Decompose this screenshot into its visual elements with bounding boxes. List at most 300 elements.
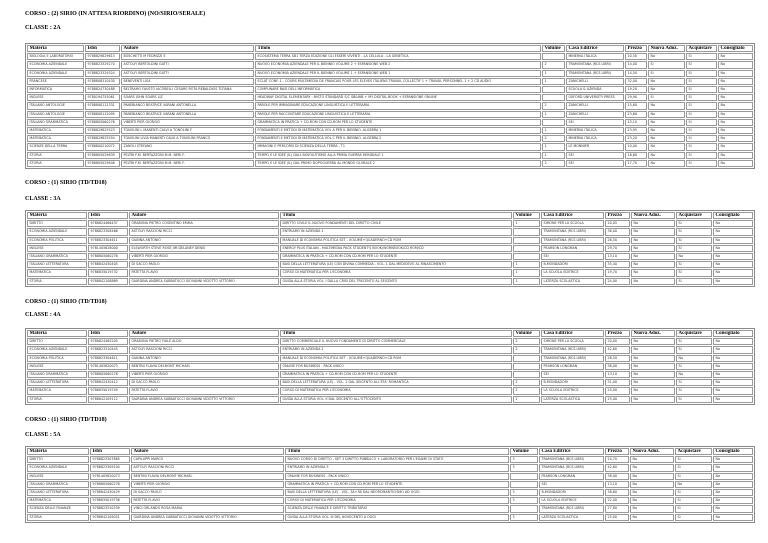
cell-acquistare: Si bbox=[676, 228, 712, 235]
cell-consigliato: No bbox=[713, 261, 753, 268]
corso-heading: CORSO : (1) SIRIO (TD/TD18) bbox=[25, 299, 107, 305]
cell-consigliato: No bbox=[718, 61, 753, 68]
cell-autore: ORABONA PIETRO FIALE ALDO bbox=[129, 338, 279, 345]
column-header-nuova-adoz: Nuova Adoz. bbox=[630, 448, 674, 455]
cell-nuova-adoz: No bbox=[648, 53, 685, 60]
cell-prezzo: 23,95 bbox=[625, 127, 647, 134]
cell-materia: ECONOMIA AZIENDALE bbox=[27, 464, 89, 471]
cell-isbn: 9788823307865 bbox=[90, 456, 130, 463]
cell-materia: ITALIANO LETTERATURA bbox=[27, 489, 89, 496]
cell-prezzo: 13,10 bbox=[605, 253, 630, 260]
cell-acquistare: Si bbox=[686, 70, 717, 77]
column-header-autore: Autore bbox=[129, 212, 279, 219]
cell-consigliato: No bbox=[718, 119, 753, 126]
cell-consigliato: No bbox=[713, 456, 753, 463]
cell-acquistare: Si bbox=[686, 94, 717, 101]
cell-isbn: 9788805029839 bbox=[85, 152, 120, 159]
cell-autore: DI SACCO PAOLO bbox=[129, 261, 279, 268]
cell-isbn: 9788805060276 bbox=[88, 253, 128, 260]
cell-autore: ASTOLFI RASCIONI RICCI bbox=[129, 346, 279, 353]
cell-materia: INFORMATICA bbox=[27, 86, 84, 93]
cell-titolo: GRAMMATICA IN PRATICA + CD-ROM CON CD-ROM PER LO STUDENTE bbox=[280, 371, 512, 378]
cell-casa-editrice: PEARSON LONGMAN bbox=[541, 363, 604, 370]
column-header-prezzo: Prezzo bbox=[625, 45, 647, 52]
cell-titolo: ONLINE FOR BUSINESS - PACK UNICO bbox=[285, 473, 509, 480]
cell-acquistare: Si bbox=[686, 53, 717, 60]
cell-volume: 3 bbox=[510, 514, 538, 521]
cell-materia: ITALIANO GRAMMATICA bbox=[27, 481, 89, 488]
cell-acquistare: Si bbox=[686, 152, 717, 159]
column-header-materia: Materia bbox=[27, 45, 84, 52]
table-row bbox=[27, 363, 753, 370]
cell-isbn: 9788805060276 bbox=[88, 371, 128, 378]
cell-materia: ECONOMIA AZIENDALE bbox=[27, 70, 84, 77]
cell-isbn: 9788835019749 bbox=[88, 387, 128, 394]
classe-heading: CLASSE : 5A bbox=[25, 432, 61, 438]
table-row bbox=[27, 253, 753, 260]
cell-materia: STORIA bbox=[27, 396, 87, 403]
cell-casa-editrice: TRAMONTANA (RCS LIBRI) bbox=[541, 237, 604, 244]
cell-nuova-adoz: No bbox=[648, 119, 685, 126]
cell-casa-editrice: LA SCUOLA EDITRICE bbox=[541, 387, 604, 394]
cell-materia: ITALIANO GRAMMATICA bbox=[27, 119, 84, 126]
cell-titolo: HEADWAY DIGITAL ELEMENTARY : MISTO STANDARD S/C SB&WB + MY DIGITAL BOOK + ESPANSIONE ONLINE bbox=[255, 94, 541, 101]
cell-titolo: MANUALE DI ECONOMIA POLITICA SET - VOLUME+QUADERNO+CD ROM bbox=[280, 355, 512, 362]
column-header-materia: Materia bbox=[27, 212, 87, 219]
cell-consigliato: No bbox=[713, 387, 753, 394]
cell-acquistare: Si bbox=[675, 489, 712, 496]
column-header-isbn: Isbn bbox=[88, 330, 128, 337]
cell-casa-editrice: TRAMONTANA (RCS LIBRI) bbox=[541, 355, 604, 362]
cell-autore: PELTRI F.M. BERTAZZONI M.M. NERI F. bbox=[121, 160, 254, 167]
cell-prezzo: 31,00 bbox=[605, 379, 630, 386]
cell-prezzo: 19,70 bbox=[605, 269, 630, 276]
cell-nuova-adoz: No bbox=[630, 514, 674, 521]
cell-titolo: BASI DELLA LETTERATURA (LE) - VOL. 3A+3B DAL NEOROMANTICISMO AD OGGI bbox=[285, 489, 509, 496]
cell-prezzo: 23,20 bbox=[625, 135, 647, 142]
cell-materia: FRANCESE bbox=[27, 78, 84, 85]
cell-isbn: 9788842108869 bbox=[88, 278, 128, 285]
cell-nuova-adoz: No bbox=[630, 481, 674, 488]
cell-isbn: 9788824466437 bbox=[88, 220, 128, 227]
cell-isbn: 9788805029846 bbox=[85, 160, 120, 167]
cell-isbn: 9788842430412 bbox=[88, 379, 128, 386]
cell-isbn: 9788824465205 bbox=[88, 338, 128, 345]
cell-prezzo: 26,50 bbox=[605, 237, 630, 244]
column-header-volume: Volume bbox=[510, 448, 538, 455]
cell-autore: GIANNA ANTONIO bbox=[129, 355, 279, 362]
cell-autore: ASTOLFI BERTOLDINI GATTI bbox=[121, 61, 254, 68]
column-header-prezzo: Prezzo bbox=[605, 330, 630, 337]
cell-nuova-adoz: No bbox=[631, 346, 675, 353]
column-header-titolo: Titolo bbox=[285, 448, 509, 455]
cell-volume: 1 bbox=[513, 278, 540, 285]
cell-acquistare: Si bbox=[686, 143, 717, 150]
cell-nuova-adoz: Si bbox=[648, 94, 685, 101]
cell-autore: BENTINI FLAVIA DELMONT MICHAEL bbox=[129, 363, 279, 370]
cell-titolo: NUOVO ECONOMIA AZIENDALE PER IL BIENNIO VOLUME 2 + ESPANSIONE WEB 2 bbox=[255, 61, 541, 68]
cell-prezzo: 23,60 bbox=[625, 111, 647, 118]
cell-casa-editrice: TRAMONTANA (RCS LIBRI) bbox=[541, 228, 604, 235]
cell-autore: BOSCHETTI M FEDRIZZI E bbox=[121, 53, 254, 60]
table-row bbox=[27, 456, 753, 463]
column-header-titolo: Titolo bbox=[280, 212, 512, 219]
cell-consigliato: No bbox=[713, 338, 753, 345]
cell-volume: 2 bbox=[513, 379, 540, 386]
table-row bbox=[27, 346, 753, 353]
table-row bbox=[27, 269, 753, 276]
column-header-acquistare: Acquistare bbox=[686, 45, 717, 52]
cell-acquistare: Si bbox=[686, 102, 717, 109]
classe-heading: CLASSE : 4A bbox=[25, 312, 61, 318]
cell-materia: ECONOMIA AZIENDALE bbox=[27, 228, 87, 235]
cell-casa-editrice: TRAMONTANA (RCS LIBRI) bbox=[566, 70, 624, 77]
table-row bbox=[27, 228, 753, 235]
cell-materia: ITALIANO GRAMMATICA bbox=[27, 371, 87, 378]
column-header-casa-editrice: Casa Editrice bbox=[541, 212, 604, 219]
cell-volume: 1 bbox=[542, 127, 565, 134]
cell-titolo: ONLINE FOR BUSINESS - PACK UNICO bbox=[280, 363, 512, 370]
table-row bbox=[27, 94, 753, 101]
table-row bbox=[27, 261, 753, 268]
cell-materia: MATEMATICA bbox=[27, 497, 89, 504]
cell-autore: PELTRI F.M. BERTAZZONI M.M. NERI F. bbox=[121, 152, 254, 159]
column-header-consigliato: Consigliato bbox=[713, 448, 753, 455]
cell-isbn: 9780194755061 bbox=[85, 94, 120, 101]
cell-acquistare: No bbox=[676, 253, 712, 260]
cell-nuova-adoz: No bbox=[648, 160, 685, 167]
cell-consigliato: No bbox=[713, 473, 753, 480]
table-row bbox=[27, 86, 753, 93]
cell-casa-editrice: PEARSON LONGMAN bbox=[539, 473, 604, 480]
cell-autore: VIBERTI PIER GIORGIO bbox=[131, 481, 284, 488]
cell-volume: 2 bbox=[513, 338, 540, 345]
table-row bbox=[27, 387, 753, 394]
cell-nuova-adoz: No bbox=[648, 143, 685, 150]
cell-autore: PANEBIANCO BEATRICE VARANI ANTONELLA bbox=[121, 102, 254, 109]
column-header-consigliato: Consigliato bbox=[713, 212, 753, 219]
column-header-acquistare: Acquistare bbox=[675, 448, 712, 455]
cell-materia: STORIA bbox=[27, 160, 84, 167]
cell-casa-editrice: B.MONDADORI bbox=[539, 489, 604, 496]
cell-consigliato: No bbox=[713, 237, 753, 244]
cell-nuova-adoz: No bbox=[631, 396, 675, 403]
cell-materia: ITALIANO GRAMMATICA bbox=[27, 253, 87, 260]
cell-volume: 1 bbox=[513, 261, 540, 268]
corso-heading: CORSO : (2) SIRIO (IN ATTESA RIORDINO) (NO/SIRIO/SERALE) bbox=[25, 11, 206, 17]
cell-autore: VINCI ORLANDO ROSA MARIA bbox=[131, 505, 284, 512]
cell-autore: DI SACCO PAOLO bbox=[131, 489, 284, 496]
cell-materia: DIRITTO bbox=[27, 456, 89, 463]
cell-volume bbox=[542, 119, 565, 126]
cell-autore: VIBERTI PIER GIORGIO bbox=[129, 253, 279, 260]
cell-autore: BELTRAMO FAUSTO IACOBELLI CESARE ROTA REBALDIOS TIZIANA bbox=[121, 86, 254, 93]
cell-titolo: ECOSISTEMA TERRA SB1 TERZA EDIZIONE GLI ESSERI VIVENTI - LA CELLULA - LA GENETICA bbox=[255, 53, 541, 60]
cell-titolo: ENTRIAMO IN AZIENDA 1 bbox=[280, 228, 512, 235]
cell-materia: STORIA bbox=[27, 514, 89, 521]
cell-volume bbox=[510, 505, 538, 512]
table-row bbox=[27, 61, 753, 68]
cell-consigliato: No bbox=[718, 94, 753, 101]
cell-titolo: ENERGY PLUS ITALIAN - MULTIMEDIA PACK STUDENT'S BOOK/WORKBOOK/CD ROM/CD bbox=[280, 245, 512, 252]
cell-casa-editrice: MINERVA ITALICA bbox=[566, 127, 624, 134]
cell-volume: 3 bbox=[510, 489, 538, 496]
cell-acquistare: Si bbox=[676, 338, 712, 345]
cell-autore: DI SACCO PAOLO bbox=[129, 379, 279, 386]
cell-casa-editrice: ZANICHELLI bbox=[566, 78, 624, 85]
header-row bbox=[27, 45, 753, 52]
column-header-autore: Autore bbox=[131, 448, 284, 455]
table-row bbox=[27, 489, 753, 496]
column-header-casa-editrice: Casa Editrice bbox=[566, 45, 624, 52]
cell-casa-editrice: PEARSON LONGMAN bbox=[541, 245, 604, 252]
cell-consigliato: No bbox=[718, 160, 753, 167]
cell-casa-editrice: SEI bbox=[539, 481, 604, 488]
cell-prezzo: 26,50 bbox=[605, 355, 630, 362]
cell-acquistare: Si bbox=[676, 346, 712, 353]
cell-acquistare: Si bbox=[676, 379, 712, 386]
cell-isbn: 9788808112095 bbox=[85, 111, 120, 118]
cell-nuova-adoz: No bbox=[631, 355, 675, 362]
cell-acquistare: Si bbox=[676, 261, 712, 268]
cell-nuova-adoz: No bbox=[631, 278, 675, 285]
cell-autore: ASTOLFI RASCIONI RICCI bbox=[131, 464, 284, 471]
cell-volume: 1 bbox=[513, 220, 540, 227]
table-row bbox=[27, 473, 753, 480]
column-header-autore: Autore bbox=[129, 330, 279, 337]
cell-consigliato: No bbox=[713, 497, 753, 504]
cell-titolo: GRAMMATICA IN PRATICA + CD-ROM CON CD-ROM PER LO STUDENTE bbox=[255, 119, 541, 126]
cell-isbn: 9788800210072 bbox=[85, 143, 120, 150]
cell-casa-editrice: LATERZA SCOLASTICA bbox=[541, 396, 604, 403]
table-row bbox=[27, 102, 753, 109]
cell-titolo: GUIDA ALLA STORIA VOL. I DALLA CRISI DEL TRECENTO AL SEICENTO bbox=[280, 278, 512, 285]
table-row bbox=[27, 152, 753, 159]
cell-titolo: CORSO DI MATEMATICA PER L'ECONOMIA bbox=[280, 387, 512, 394]
cell-casa-editrice: TRAMONTANA (RCS LIBRI) bbox=[539, 505, 604, 512]
cell-acquistare: No bbox=[675, 481, 712, 488]
cell-acquistare: Si bbox=[686, 119, 717, 126]
table-row bbox=[27, 135, 753, 142]
cell-titolo: FONDAMENTI E METODI DI MATEMATICA VOL C PER IL BIENNIO. ALGEBRA 2 bbox=[255, 135, 541, 142]
cell-nuova-adoz: No bbox=[631, 245, 675, 252]
cell-titolo: ENTRIAMO IN AZIENDA 3 bbox=[285, 464, 509, 471]
cell-isbn: 9788823329270 bbox=[85, 61, 120, 68]
cell-casa-editrice: SIMONE PER LA SCUOLA bbox=[541, 220, 604, 227]
cell-prezzo: 36,00 bbox=[605, 228, 630, 235]
cell-acquistare: Si bbox=[686, 78, 717, 85]
column-header-titolo: Titolo bbox=[255, 45, 541, 52]
column-header-isbn: Isbn bbox=[85, 45, 120, 52]
cell-acquistare: Si bbox=[676, 363, 712, 370]
cell-acquistare: Si bbox=[675, 456, 712, 463]
cell-materia: SCIENZE DELLA TERRA bbox=[27, 143, 84, 150]
cell-prezzo: 38,00 bbox=[605, 363, 630, 370]
books-table-5a bbox=[25, 446, 755, 523]
cell-casa-editrice: MINERVA ITALICA bbox=[566, 53, 624, 60]
cell-acquistare: Si bbox=[676, 269, 712, 276]
cell-autore: ELSWORTH STEVE ROSE JIM DELANEY DENIS bbox=[129, 245, 279, 252]
cell-isbn: 9788842430405 bbox=[88, 261, 128, 268]
cell-nuova-adoz: No bbox=[630, 456, 674, 463]
cell-materia: MATEMATICA bbox=[27, 387, 87, 394]
cell-isbn: 9788824730488 bbox=[85, 86, 120, 93]
cell-acquistare: Si bbox=[675, 497, 712, 504]
cell-volume bbox=[510, 481, 538, 488]
cell-volume bbox=[513, 253, 540, 260]
cell-volume: 1 bbox=[542, 152, 565, 159]
cell-consigliato: No bbox=[713, 269, 753, 276]
cell-prezzo: 15,60 bbox=[625, 102, 647, 109]
column-header-titolo: Titolo bbox=[280, 330, 512, 337]
column-header-prezzo: Prezzo bbox=[605, 212, 630, 219]
column-header-materia: Materia bbox=[27, 448, 89, 455]
cell-autore: TONOLINI LIVIA MANENTI CALVI A TONOLINI FRANCO bbox=[121, 135, 254, 142]
cell-materia: MATEMATICA bbox=[27, 127, 84, 134]
cell-consigliato: No bbox=[713, 220, 753, 227]
cell-materia: ECONOMIA AZIENDALE bbox=[27, 346, 87, 353]
cell-titolo: TEMPO E LE IDEE (IL) DAL PRIMO DOPOGUERRA AL MONDO GLOBALE 2 bbox=[255, 160, 541, 167]
cell-nuova-adoz: No bbox=[631, 338, 675, 345]
cell-autore: PATETTA FLAVIO bbox=[129, 387, 279, 394]
cell-prezzo: 42,60 bbox=[605, 346, 630, 353]
cell-autore: PATETTA FLAVIO bbox=[131, 497, 284, 504]
cell-titolo: CORSO DI MATEMATICA PER L'ECONOMIA bbox=[280, 269, 512, 276]
cell-titolo: GUIDA ALLA STORIA VOL. III DEL NOVECENTO A OGGI bbox=[285, 514, 509, 521]
cell-prezzo: 24,00 bbox=[605, 387, 630, 394]
cell-consigliato: No bbox=[718, 111, 753, 118]
cell-materia: SCIENZA DELLE FINANZE bbox=[27, 505, 89, 512]
cell-titolo: ECLAT CONF. 1 - COURS MULTIMEDIA DE FRANCAIS POUR LES ELEVES ITALIENS TRAVAIL COLLECTIF 1 + TRAVAIL PERSONNEL 1 + 2 CD AUDIO bbox=[255, 78, 541, 85]
cell-acquistare: Si bbox=[686, 86, 717, 93]
cell-materia: STORIA bbox=[27, 278, 87, 285]
cell-isbn: 9788835019756 bbox=[90, 497, 130, 504]
cell-isbn: 9788829829613 bbox=[85, 53, 120, 60]
books-table-2a bbox=[25, 43, 755, 169]
cell-casa-editrice: TRAMONTANA (RCS LIBRI) bbox=[541, 346, 604, 353]
books-table-4a bbox=[25, 328, 755, 405]
table-row bbox=[27, 464, 753, 471]
cell-prezzo: 22,00 bbox=[605, 497, 629, 504]
cell-consigliato: No bbox=[713, 346, 753, 353]
cell-volume: 1 bbox=[542, 78, 565, 85]
cell-titolo: GRAMMATICA IN PRATICA + CD-ROM CON CD-ROM PER LO STUDENTE bbox=[285, 481, 509, 488]
cell-materia: ECONOMIA AZIENDALE bbox=[27, 61, 84, 68]
cell-autore: CAPILUPPI MARCO bbox=[131, 456, 284, 463]
cell-casa-editrice: TRAMONTANA (RCS LIBRI) bbox=[566, 61, 624, 68]
column-header-consigliato: Consigliato bbox=[718, 45, 753, 52]
cell-volume: 2 bbox=[513, 396, 540, 403]
cell-volume: 2 bbox=[513, 346, 540, 353]
cell-autore: VIBERTI PIER GIORGIO bbox=[129, 371, 279, 378]
cell-prezzo: 14,50 bbox=[625, 70, 647, 77]
cell-nuova-adoz: No bbox=[631, 261, 675, 268]
cell-casa-editrice: LA SCUOLA EDITRICE bbox=[541, 269, 604, 276]
cell-consigliato: No bbox=[713, 371, 753, 378]
cell-consigliato: No bbox=[713, 278, 753, 285]
cell-volume: 2 bbox=[542, 102, 565, 109]
cell-volume: 1 bbox=[513, 269, 540, 276]
cell-prezzo: 29,70 bbox=[605, 245, 630, 252]
table-row bbox=[27, 379, 753, 386]
cell-consigliato: No bbox=[713, 228, 753, 235]
cell-materia: ITALIANO LETTERATURA bbox=[27, 261, 87, 268]
cell-titolo: SCIENZA DELLE FINANZE E DIRITTO TRIBUTARIO bbox=[285, 505, 509, 512]
cell-volume: 2 bbox=[542, 61, 565, 68]
cell-acquistare: Si bbox=[676, 278, 712, 285]
books-table-3a bbox=[25, 210, 755, 287]
cell-acquistare: Si bbox=[676, 245, 712, 252]
column-header-nuova-adoz: Nuova Adoz. bbox=[631, 212, 675, 219]
cell-titolo: MANUALE DI ECONOMIA POLITICA SET - VOLUME+QUADERNO+CD ROM bbox=[280, 237, 512, 244]
cell-titolo: PAROLE PER IMMAGINARE EDUCAZIONE LINGUISTICA E LETTERARIA bbox=[255, 102, 541, 109]
cell-isbn: 9788823310445 bbox=[88, 346, 128, 353]
cell-casa-editrice: SEI bbox=[541, 371, 604, 378]
cell-nuova-adoz: No bbox=[631, 363, 675, 370]
cell-volume: 1 bbox=[542, 111, 565, 118]
cell-materia: ECONOMIA POLITICA bbox=[27, 237, 87, 244]
cell-volume bbox=[513, 371, 540, 378]
column-header-autore: Autore bbox=[121, 45, 254, 52]
cell-titolo: NUOVO CORSO DI DIRITTO - SET 3 DIRITTO PUBBLICO + LABORATORIO PER L'ESAME DI STATO bbox=[285, 456, 509, 463]
column-header-volume: Volume bbox=[513, 212, 540, 219]
cell-prezzo: 20,05 bbox=[605, 220, 630, 227]
cell-acquistare: Si bbox=[675, 514, 712, 521]
cell-consigliato: No bbox=[713, 355, 753, 362]
cell-autore: ZANOLI STEFANO bbox=[121, 143, 254, 150]
cell-prezzo: 19,20 bbox=[625, 86, 647, 93]
cell-isbn: 9788808310430 bbox=[85, 78, 120, 85]
cell-consigliato: No bbox=[718, 135, 753, 142]
cell-acquistare: No bbox=[676, 355, 712, 362]
column-header-isbn: Isbn bbox=[88, 212, 128, 219]
cell-isbn: 9788842430429 bbox=[90, 489, 130, 496]
cell-prezzo: 14,00 bbox=[625, 61, 647, 68]
cell-prezzo: 13,10 bbox=[605, 481, 629, 488]
cell-nuova-adoz: No bbox=[631, 237, 675, 244]
cell-acquistare: Si bbox=[675, 464, 712, 471]
cell-materia: MATEMATICA bbox=[27, 269, 87, 276]
cell-titolo: GRAMMATICA IN PRATICA + CD-ROM CON CD-ROM PER LO STUDENTE bbox=[280, 253, 512, 260]
cell-acquistare: Si bbox=[676, 396, 712, 403]
cell-consigliato: No bbox=[713, 514, 753, 521]
table-row bbox=[27, 143, 753, 150]
cell-isbn: 9788808112331 bbox=[85, 102, 120, 109]
cell-titolo: TEMPO E LE IDEE (IL) DALL'ASSOLUTISMO ALLA PRIMA GUERRA MONDIALE 1 bbox=[255, 152, 541, 159]
cell-isbn: 9788823304611 bbox=[88, 355, 128, 362]
cell-titolo: NUOVO ECONOMIA AZIENDALE PER IL BIENNIO VOLUME 1 + ESPANSIONE WEB 1 bbox=[255, 70, 541, 77]
cell-prezzo: 32,00 bbox=[625, 78, 647, 85]
cell-prezzo: 17,70 bbox=[625, 160, 647, 167]
cell-autore: PATETTA FLAVIO bbox=[129, 269, 279, 276]
cell-materia: ITALIANO LETTERATURA bbox=[27, 379, 87, 386]
cell-nuova-adoz: No bbox=[648, 102, 685, 109]
cell-prezzo: 24,00 bbox=[605, 278, 630, 285]
cell-acquistare: Si bbox=[676, 237, 712, 244]
column-header-acquistare: Acquistare bbox=[676, 330, 712, 337]
cell-volume bbox=[513, 237, 540, 244]
cell-volume bbox=[510, 473, 538, 480]
cell-volume: 2 bbox=[542, 135, 565, 142]
cell-volume bbox=[513, 228, 540, 235]
column-header-acquistare: Acquistare bbox=[676, 212, 712, 219]
cell-materia: INGLESE bbox=[27, 363, 87, 370]
cell-materia: BIOLOGIA E LABORATORIO bbox=[27, 53, 84, 60]
table-row bbox=[27, 371, 753, 378]
column-header-casa-editrice: Casa Editrice bbox=[541, 330, 604, 337]
cell-nuova-adoz: No bbox=[648, 152, 685, 159]
cell-volume: 1 bbox=[542, 143, 565, 150]
